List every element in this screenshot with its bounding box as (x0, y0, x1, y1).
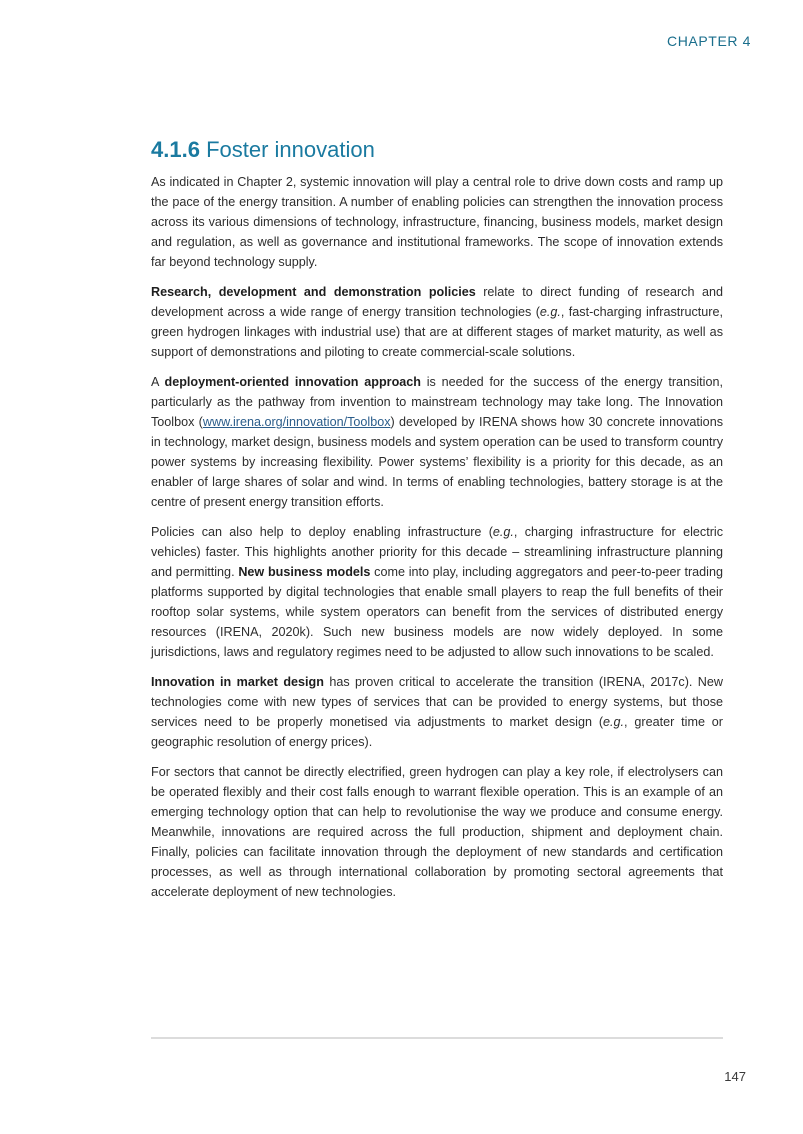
paragraph-rdd-policies: Research, development and demonstration policies relate to direct funding of research and development across a wide range of energy transition technologies (e.g., fast-charging infrastructure, green hydrogen linkages with industrial use) that are at different stages of market maturity, as well as support of demonstrations and piloting to create commercial-scale solutions. (151, 285, 723, 359)
term-rdd-policies: Research, development and demonstration policies (151, 285, 476, 299)
paragraph-deployment-approach: A deployment-oriented innovation approach is needed for the success of the energy transition, particularly as the pathway from invention to mainstream technology may take long. The Innovation Toolbox (www.irena.org/innovation/Toolbox) developed by IRENA shows how 30 concrete innovations in technology, market design, business models and system operation can be used to transform country power systems by increasing flexibility. Power systems’ flexibility is a priority for this decade, as an enabler of large shares of solar and wind. In terms of enabling technologies, battery storage is at the centre of present energy transition efforts. (151, 375, 723, 509)
page-number: 147 (724, 1069, 746, 1084)
main-content (151, 136, 723, 912)
term-business-models: New business models (238, 565, 371, 579)
footer-divider (151, 1037, 723, 1039)
chapter-label: CHAPTER 4 (667, 33, 751, 49)
section-title: Foster innovation (206, 137, 375, 162)
term-deployment-approach: deployment-oriented innovation approach (164, 375, 421, 389)
term-market-design: Innovation in market design (151, 675, 324, 689)
paragraph-business-models: Policies can also help to deploy enabling infrastructure (e.g., charging infrastructure for electric vehicles) faster. This highlights another priority for this decade – streamlining infrastructure planning and permitting. New business models come into play, including aggregators and peer-to-peer trading platforms supported by digital technologies that enable small players to reap the full benefits of their rooftop solar systems, while system operators can benefit from the services of distributed energy resources (IRENA, 2020k). Such new business models are now widely deployed. In some jurisdictions, laws and regulatory regimes need to be adjusted to allow such innovations to be scaled. (151, 525, 723, 659)
paragraph-intro: As indicated in Chapter 2, systemic innovation will play a central role to drive down costs and ramp up the pace of the energy transition. A number of enabling policies can strengthen the innovation process across its various dimensions of technology, infrastructure, financing, business models, market design and regulation, as well as governance and institutional frameworks. The scope of innovation extends far beyond technology supply. (151, 175, 723, 269)
paragraph-market-design: Innovation in market design has proven critical to accelerate the transition (IRENA, 2017c). New technologies come with new types of services that can be provided to energy systems, but those services need to be properly monetised via adjustments to market design (e.g., greater time or geographic resolution of energy prices). (151, 675, 724, 749)
section-number: 4.1.6 (151, 137, 200, 162)
section-heading (151, 136, 723, 164)
innovation-toolbox-link[interactable]: www.irena.org/innovation/Toolbox (202, 415, 391, 429)
paragraph-green-hydrogen: For sectors that cannot be directly electrified, green hydrogen can play a key role, if electrolysers can be operated flexibly and their cost falls enough to warrant flexible operation. This is an example of an emerging technology option that can help to revolutionise the way we produce and consume energy. Meanwhile, innovations are required across the full production, shipment and deployment chain. Finally, policies can facilitate innovation through the deployment of new standards and certification processes, as well as through international collaboration by promoting sectoral agreements that accelerate deployment of new technologies. (151, 765, 723, 899)
